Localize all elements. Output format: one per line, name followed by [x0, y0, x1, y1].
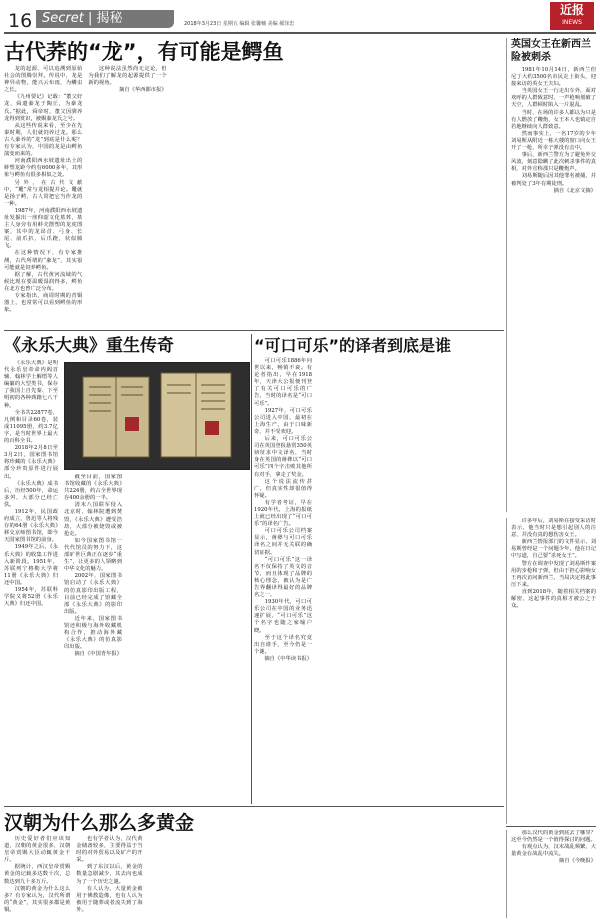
paragraph: 河南濮阳西水坡遗址出土的蚌塑龙距今约有6000多年，其形象与鳄鱼有很多相似之处。 [4, 158, 83, 179]
paragraph: 刘易斯随后因其他罪名被捕，并被判处了3年有期徒刑。 [511, 173, 596, 187]
article-body [4, 836, 504, 916]
article-dragon [4, 38, 504, 330]
paragraph: 据了解，古代黄河流域的气候比现在要温暖湿润得多，鳄鱼在北方也曾广泛分布。 [4, 271, 83, 292]
paragraph: 2002年，国家图书馆启动了《永乐大典》的仿真影印出版工程，目前已经完成了馆藏全部《永乐大典》的影印出版。 [64, 573, 122, 615]
paragraph: 1930年代，可口可乐公司在中国的业务迅速扩展，“可口可乐”这个名字也随之家喻户晓。 [254, 599, 312, 634]
article-body-col1 [4, 360, 58, 800]
article-queen-continued [506, 518, 596, 824]
paragraph: 这个说法流传甚广，但真实性却很值得怀疑。 [254, 478, 312, 499]
section-rule [506, 826, 596, 827]
paragraph: 历史爱好者们应该知道，汉朝的黄金很多，汉朝皇帝赏赐大臣动辄黄金千斤。 [4, 836, 71, 864]
paragraph: 龙的起源，可以追溯到原始社会的图腾崇拜。传说中，龙是神异动物，能兴云布雨，为鳞虫之长。 [4, 66, 83, 94]
paragraph: 可口可乐1886年问世以来，畅销不衰。有论者指出，早在1918年，天津大公报便刊登了有关可口可乐的广告，当时的译名是“可口可乐”。 [254, 358, 312, 407]
article-source: 摘自《华西都市报》 [118, 87, 167, 94]
page-number: 16 [8, 10, 33, 32]
paragraph: 从这些传说来看，至少在先秦时期，人们就饲养过龙。那么古人豢养的“龙”到底是什么呢？有专家认为，中国的龙是由鳄鱼演变而来的。 [4, 122, 83, 158]
section-banner [36, 10, 174, 28]
paragraph: 1981年10月14日，新西兰但尼丁大约3500名市民走上街头，迎接来访的英女王夫妇。 [511, 67, 596, 88]
paragraph: 有人认为，大量黄金被用于佛教造像，也有人认为被用于随葬或者流失到了海外。 [76, 885, 143, 913]
paragraph: 1949年之后，《永乐大典》的收集工作进入新阶段。1951年，苏联列宁格勒大学将11册《永乐大典》归还中国。 [4, 544, 58, 586]
paragraph: 另外，在古代文献中，“鼍”常与龙相提并论。鼍就是扬子鳄，古人常把它当作龙的一种。 [4, 179, 83, 207]
paragraph: 也有学者认为，汉代黄金储备较多，主要得益于当时的对外贸易以及矿产的开采。 [76, 836, 143, 864]
article-headline: “可口可乐”的译者到底是谁 [254, 336, 452, 355]
article-yongle [4, 334, 250, 802]
logo-cn: 近报 [559, 3, 584, 17]
paragraph: 2018年2月8日至3月2日，国家图书馆将珍藏的《永乐大典》部分珍贵原件进行展出。 [4, 445, 58, 480]
article-headline: 英国女王在新西兰险被刺杀 [511, 39, 591, 63]
column-rule [251, 334, 252, 804]
section-name-cn: 揭秘 [96, 11, 123, 26]
article-source: 摘自《中华读书报》 [264, 655, 312, 662]
paragraph: 然而事实上，一名17岁的少年刘易斯从附近一栋大楼的窗口向女王开了一枪，所幸子弹没有击中。 [511, 130, 596, 152]
article-source: 摘自《北京文摘》 [553, 187, 596, 194]
paragraph: 1927年，可口可乐公司进入中国，最初在上海生产，由于口味新奇，并不受欢迎。 [254, 407, 312, 435]
issue-meta: 2018年3月23日 星期五 编辑 张馨楠 美编 郝泽忠 [184, 21, 295, 27]
paragraph: 汉朝的黄金为什么这么多？有专家认为，汉代所谓的“黄金”，其实很多都是黄铜。 [4, 885, 71, 913]
article-cocacola [254, 334, 504, 802]
paragraph: 直到2018年，随着相关档案的解密，这起事件的真相才被公之于众。 [511, 588, 596, 610]
paragraph: 有观点认为，汉末战乱频繁，大量黄金在战乱中流失。 [511, 844, 596, 858]
paragraph: 可口可乐公司档案显示，蒋彝与可口可乐译名之间并无关联的确切证据。 [254, 528, 312, 556]
article-headline: 《永乐大典》重生传奇 [4, 336, 174, 356]
section-rule [4, 806, 504, 807]
paragraph: 近年来，国家图书馆还积极与海外收藏机构合作，推动海外藏《永乐大典》的仿真影印出版。 [64, 615, 122, 651]
article-queen [506, 38, 596, 512]
paragraph: 有学者考证，早在1920年代，上海的报纸上就已经出现了“可口可乐”的译名广告。 [254, 499, 312, 528]
newspaper-logo [550, 2, 594, 30]
paragraph: 全书共22877卷，凡例和目录60卷，装成11095册，约3.7亿字，是当时世界上最大的百科全书。 [4, 409, 58, 445]
paragraph: 许多年后，刘易斯在接受采访时表示，他当时只是想引起别人的注意，并没有真的想伤害女王。 [511, 518, 596, 539]
section-divider: | [87, 11, 93, 26]
paragraph: 专家指出，商周时期的青铜器上，也常常可以看到鳄鱼的形象。 [4, 293, 83, 314]
article-source: 摘自《今晚报》 [558, 858, 596, 865]
article-body [254, 358, 504, 798]
paragraph: 1912年，民国政府成立，鲁迅等人将残存的64册《永乐大典》移交京师图书馆，即今天国家图书馆的前身。 [4, 508, 58, 544]
paragraph: 这种说法虽然尚无定论，但为我们了解龙的起源提供了一个新的视角。 [88, 66, 167, 87]
book-photo [64, 362, 250, 470]
page-header [4, 2, 596, 32]
article-source: 摘自《中国青年报》 [74, 651, 122, 658]
paragraph: 如今国家图书馆一代代馆员的努力下，这部旷世巨典正在逐步“重生”，让更多的人领略到中华文化的魅力。 [64, 537, 122, 573]
article-headline: 古代荞的“龙”，有可能是鳄鱼 [4, 40, 284, 64]
paragraph: 据统计，西汉皇帝赏赐黄金的记载多达数十次，总数达到九十多万斤。 [4, 864, 71, 885]
paragraph: 1954年，苏联科学院又将52册《永乐大典》归还中国。 [4, 587, 58, 608]
paragraph: 《永乐大典》是明代永乐皇帝命内阁首辅、翰林学士解缙等人编纂的大型类书，保存了我国上自先秦、下至明初的各种典籍七八千种。 [4, 360, 58, 409]
paragraph: 那么汉代的黄金到底去了哪里？这至今仍然是一个值得探讨的问题。 [511, 830, 596, 844]
paragraph: “可口可乐”这一译名不仅保持了英文的音节，而且体现了品牌的核心理念，被认为是广告界翻译得最好的品牌名之一。 [254, 556, 312, 599]
article-headline: 汉朝为什么那么多黄金 [4, 812, 195, 834]
article-gold-continued [506, 830, 596, 918]
section-rule [4, 330, 504, 331]
paragraph: 截至目前，国家图书馆收藏的《永乐大典》共224册，约占全世界现存400余册的一半。 [64, 474, 122, 502]
paragraph: 至于这个译名究竟出自谁手，至今仍是一个谜。 [254, 634, 312, 655]
paragraph: 事后，新西兰警方为了避免外交风波，刻意隐瞒了此次刺杀事件的真相，对外宣称那只是鞭炮声。 [511, 152, 596, 173]
article-body [4, 66, 504, 328]
paragraph: 新西兰情报部门的文件显示，刘易斯曾经是一个问题少年，他在日记中写道，自己要“杀死女王”。 [511, 539, 596, 560]
logo-en: INEWS [562, 19, 582, 26]
header-rule [4, 32, 596, 34]
section-name-en: Secret [42, 11, 84, 26]
article-gold [4, 810, 504, 918]
paragraph: 当时，在场的许多人都以为只是有人燃放了鞭炮，女王本人也镇定自若地继续向人群致意。 [511, 109, 596, 130]
book-illustration [65, 363, 249, 469]
paragraph: 在这种情况下，有专家推测，古代所谓的“豢龙”，其实很可能就是饲养鳄鱼。 [4, 250, 83, 271]
article-body-cols [64, 474, 250, 800]
paragraph: 清末八国联军侵入北京时，翰林院遭到焚毁，《永乐大典》遭受浩劫，大部分被烧毁或被抢走。 [64, 502, 122, 537]
paragraph: 《永乐大典》成书后，历经500年，命运多舛，大部分已经亡佚。 [4, 480, 58, 508]
paragraph: 后来，可口可乐公司在英国登报悬赏350英镑征求中文译名，当时身在英国的蒋彝以“可口可乐”四个字击败其他所有对手，拿走了奖金。 [254, 436, 312, 478]
paragraph: 1987年，河南濮阳西水坡遗址发掘出一座仰韶文化墓葬，墓主人身旁有用蚌壳摆塑的龙虎图案，其中的龙昂首、弓身、长尾、前爪扒、后爪蹬，状似腾飞。 [4, 207, 83, 250]
paragraph: 警方在调查中发现了刘易斯作案用的步枪和子弹，但由于担心影响女王再次访问新西兰，当局决定将此事压下来。 [511, 560, 596, 588]
paragraph: 当英国女王一行走出车外，面对欢呼的人群致意时，一声枪响划破了天空，人群顿时陷入一片混乱。 [511, 88, 596, 109]
paragraph: 到了东汉以后，黄金的数量急剧减少，其去向也成为了一个历史之谜。 [76, 864, 143, 885]
paragraph: 《九州要记》记载：“董父好龙，舜遣豢龙于陶丘，为豢龙氏。”据此，舜帝时，董父因驯养龙得到赏识，被赐豢龙氏之号。 [4, 94, 83, 122]
